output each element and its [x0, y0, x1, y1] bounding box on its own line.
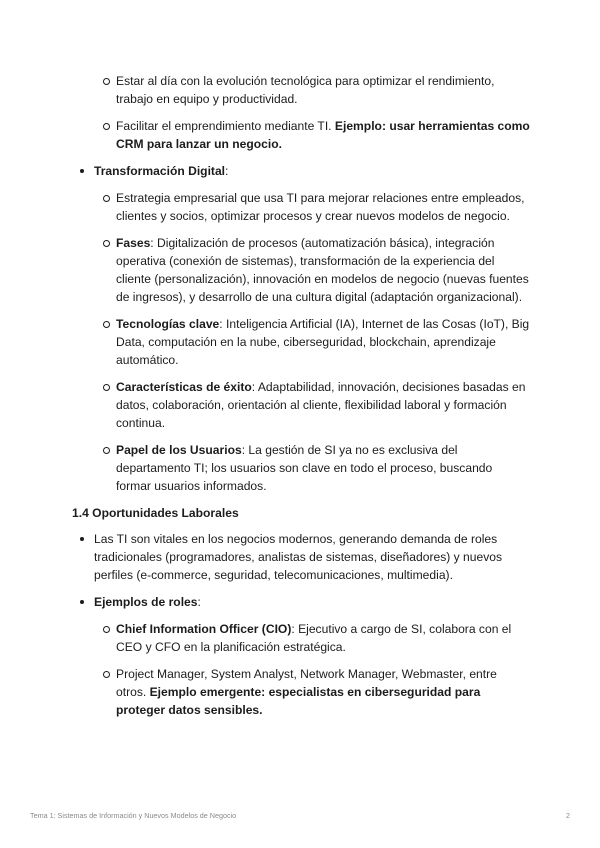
item-label: Fases	[116, 236, 151, 250]
list-item-emprendimiento	[116, 117, 530, 153]
page-footer	[30, 811, 570, 820]
list-item-text: : Inteligencia Artificial (IA), Internet de las Cosas (IoT), Big Data, computación en la nube, ciberseguridad, blockchain, aprendizaje automático.	[116, 317, 530, 367]
page-content	[72, 72, 530, 719]
list-item-transformacion	[78, 162, 530, 180]
example-bold-text: Ejemplo: usar herramientas como CRM para lanzar un negocio.	[116, 119, 530, 151]
list-item-estrategia	[116, 189, 530, 225]
colon: :	[197, 595, 201, 609]
section-heading: 1.4 Oportunidades Laborales	[72, 506, 239, 520]
item-label: Chief Information Officer (CIO)	[116, 622, 292, 636]
list-item-papel-usuarios	[116, 441, 530, 495]
list-item-text: : Ejecutivo a cargo de SI, colabora con el CEO y CFO en la planificación estratégica.	[116, 622, 512, 654]
page-number: 2	[566, 811, 570, 820]
item-label: Características de éxito	[116, 380, 252, 394]
list-item-ejemplos-roles	[78, 593, 530, 611]
list-item-ti-vitales	[78, 530, 530, 584]
list-item-text: Project Manager, System Analyst, Network Manager, Webmaster, entre otros.	[116, 667, 497, 699]
list-item-text: Las TI son vitales en los negocios modernos, generando demanda de roles tradicionales (programadores, analistas de sistemas, diseñadores) y nuevos perfiles (e-commerce, seguridad, telecomunicaciones, multimedia).	[94, 532, 503, 582]
list-item-text: : Digitalización de procesos (automatización básica), integración operativa (conexión de sistemas), transformación de la experiencia del cliente (personalización), innovación en modelos de negocio (nuevas fuentes de ingresos), y desarrollo de una cultura digital (adaptación organizacional).	[116, 236, 529, 304]
list-item-text: : La gestión de SI ya no es exclusiva del departamento TI; los usuarios son clave en todo el proceso, buscando formar usuarios informados.	[116, 443, 493, 493]
item-label: Papel de los Usuarios	[116, 443, 242, 457]
example-bold-text: Ejemplo emergente: especialistas en ciberseguridad para proteger datos sensibles.	[116, 685, 481, 717]
list-item-caracteristicas	[116, 378, 530, 432]
list-item-fases	[116, 234, 530, 306]
colon: :	[225, 164, 229, 178]
section-label: Transformación Digital	[94, 164, 226, 178]
section-label: Ejemplos de roles	[94, 595, 198, 609]
list-item-text: : Adaptabilidad, innovación, decisiones basadas en datos, colaboración, orientación al cliente, flexibilidad laboral y formación continua.	[116, 380, 526, 430]
list-item-text: Estar al día con la evolución tecnológica para optimizar el rendimiento, trabajo en equipo y productividad.	[116, 74, 495, 106]
list-item-text: Estrategia empresarial que usa TI para mejorar relaciones entre empleados, clientes y socios, optimizar procesos y crear nuevos modelos de negocio.	[116, 191, 525, 223]
footer-title: Tema 1: Sistemas de Información y Nuevos Modelos de Negocio	[30, 811, 237, 820]
list-item-roles	[116, 665, 530, 719]
list-item-evolucion	[116, 72, 530, 108]
list-item-cio	[116, 620, 530, 656]
list-item-tecnologias	[116, 315, 530, 369]
item-label: Tecnologías clave	[116, 317, 220, 331]
list-item-text: Facilitar el emprendimiento mediante TI.	[116, 119, 335, 133]
